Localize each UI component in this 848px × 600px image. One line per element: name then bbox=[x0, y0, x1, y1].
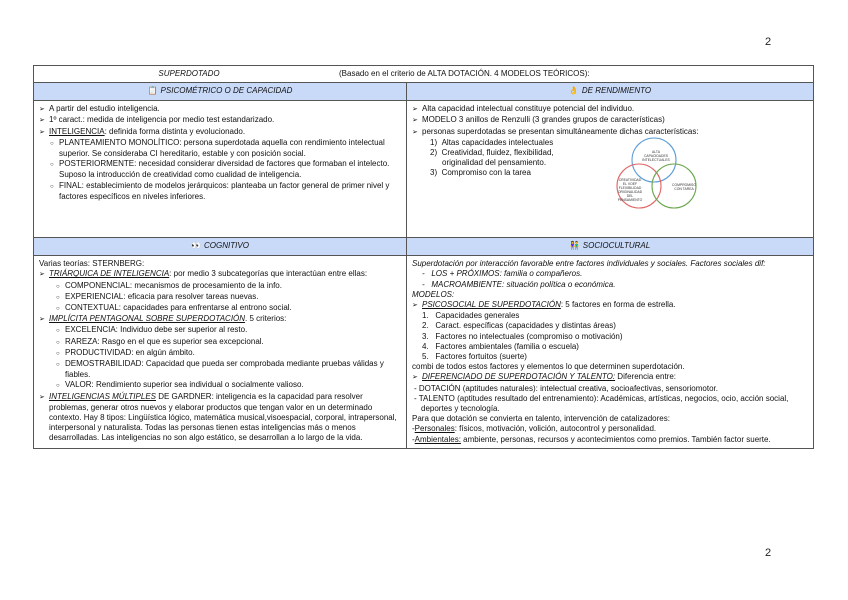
sociocultural-intro: Superdotación por interacción favorable entre factores individuales y sociales. Factores sociales dif: bbox=[412, 259, 766, 269]
list-item: 2) Creatividad, fluidez, flexibilidad, originalidad del pensamiento. bbox=[430, 148, 554, 168]
content-row-2 bbox=[34, 256, 814, 449]
venn-label-left: FLEXIBILIDAD bbox=[618, 185, 642, 190]
ok-hand-icon: 👌 bbox=[568, 86, 579, 96]
dotacion-text: - DOTACIÓN (aptitudes naturales): intelectual creativa, socioafectivas, sensoriomotor. bbox=[414, 383, 718, 393]
page-number-top: 2 bbox=[765, 36, 772, 48]
list-item: 5. Factores fortuitos (suerte) bbox=[422, 352, 527, 362]
venn-label-top: INTELECTUALES bbox=[642, 157, 670, 162]
couple-icon: 👫 bbox=[569, 241, 580, 251]
venn-label-right: CON TAREA bbox=[674, 186, 694, 191]
rendimiento-cell bbox=[407, 101, 814, 238]
superdotado-table bbox=[33, 65, 814, 449]
list-item: - MACROAMBIENTE: situación política o económica. bbox=[422, 279, 616, 289]
psicometrico-cell bbox=[34, 101, 407, 238]
list-item: ○ POSTERIORMENTE: necesidad considerar diversidad de factores que formaban el intelecto. Suposo la introducción de creatividad como cualidad de inteligencia. bbox=[39, 159, 401, 180]
list-item: 1. Capacidades generales bbox=[422, 311, 520, 321]
list-item: ○ DEMOSTRABILIDAD: Capacidad que pueda ser comprobada mediante pruebas válidas y fiables. bbox=[39, 359, 401, 380]
para-text: Para que dotación se convierta en talento, intervención de catalizadores: bbox=[412, 414, 670, 424]
sociocultural-header-label: SOCIOCULTURAL bbox=[582, 241, 651, 251]
renzulli-block bbox=[412, 138, 808, 216]
list-item: ➢ Alta capacidad intelectual constituye potencial del individuo. bbox=[412, 104, 808, 115]
cognitivo-header-label: COGNITIVO bbox=[204, 241, 249, 251]
header-row-1 bbox=[34, 83, 814, 101]
venn-label-left: CREATIVIDAD bbox=[618, 177, 642, 182]
list-item: ➢ A partir del estudio inteligencia. bbox=[39, 104, 401, 115]
clipboard-icon: 📋 bbox=[147, 86, 158, 96]
sociocultural-header bbox=[407, 238, 814, 256]
psicometrico-header bbox=[34, 83, 407, 101]
header-row-2 bbox=[34, 238, 814, 256]
title-superdotado: SUPERDOTADO bbox=[158, 69, 220, 78]
list-item: 1) Altas capacidades intelectuales bbox=[430, 137, 554, 147]
list-item: ➢ INTELIGENCIAS MÚLTIPLES DE GARDNER: inteligencia es la capacidad para resolver problemas, generar otros nuevos y elaborar productos que tengan valor en un determinado contexto. Hay 8 tipos: Lingüística lógico, matemática musical,visoespacial, corporal, intrapersonal, interpersonal y naturalista. Todas las personas tienen estas inteligencias más o menos desarrolladas. Las inteligencias no son algo estático, se desarrollan a lo largo de la vida. bbox=[39, 392, 401, 444]
rendimiento-header-label: DE RENDIMIENTO bbox=[581, 86, 652, 96]
cognitivo-intro: Varias teorías: STERNBERG: bbox=[39, 259, 145, 269]
list-item: 3) Compromiso con la tarea bbox=[430, 168, 531, 178]
list-item: 2. Caract. específicas (capacidades y distintas áreas) bbox=[422, 321, 616, 331]
list-item: ➢ TRIÁRQUICA DE INTELIGENCIA: por medio 3 subcategorías que interactúan entre ellas: bbox=[39, 269, 401, 280]
venn-label-left: ORIGINALIDAD bbox=[617, 189, 643, 194]
rendimiento-header bbox=[407, 83, 814, 101]
list-item: ➢ PSICOSOCIAL DE SUPERDOTACIÓN: 5 factores en forma de estrella. bbox=[412, 300, 808, 311]
venn-label-left: PENSAMIENTO bbox=[617, 197, 643, 202]
list-item: 3. Factores no intelectuales (compromiso o motivación) bbox=[422, 331, 623, 341]
list-item: ○ RAREZA: Rasgo en el que es superior sea excepcional. bbox=[39, 337, 401, 348]
title-row bbox=[34, 66, 814, 83]
list-item: ○ CONTEXTUAL: capacidades para enfrentarse al entrono social. bbox=[39, 303, 401, 314]
list-item: ➢ INTELIGENCIA: definida forma distinta y evolucionado. bbox=[39, 127, 401, 138]
list-item: ➢ MODELO 3 anillos de Renzulli (3 grandes grupos de características) bbox=[412, 115, 808, 126]
sociocultural-cell bbox=[407, 256, 814, 449]
page-number-bottom: 2 bbox=[765, 547, 772, 559]
psicometrico-header-label: PSICOMÉTRICO O DE CAPACIDAD bbox=[160, 86, 293, 96]
modelos-label: MODELOS: bbox=[412, 289, 455, 299]
venn-label-top: ALTA bbox=[652, 149, 660, 154]
list-item: ○ PLANTEAMIENTO MONOLÍTICO: persona superdotada aquella con rendimiento intelectual superior. Se consideraba CI hereditario, estable y con posición social. bbox=[39, 138, 401, 159]
content-row-1 bbox=[34, 101, 814, 238]
venn-label-right: COMPROMISO bbox=[672, 182, 696, 187]
renzulli-venn-diagram bbox=[596, 136, 724, 216]
list-item: 4. Factores ambientales (familia o escuela) bbox=[422, 341, 579, 351]
venn-label-top: CAPACIDADES bbox=[643, 153, 669, 158]
list-item: ➢ IMPLÍCITA PENTAGONAL SOBRE SUPERDOTACIÓN. 5 criterios: bbox=[39, 314, 401, 325]
list-item: ➢ 1º caract.: medida de inteligencia por medio test estandarizado. bbox=[39, 115, 401, 126]
list-item: ○ COMPONENCIAL: mecanismos de procesamiento de la info. bbox=[39, 281, 401, 292]
list-item: ➢ personas superdotadas se presentan simultáneamente dichas características: bbox=[412, 127, 808, 138]
list-item: - LOS + PRÓXIMOS: familia o compañeros. bbox=[422, 269, 583, 279]
eyes-icon: 👀 bbox=[191, 241, 202, 251]
table-title bbox=[34, 66, 814, 83]
cognitivo-cell bbox=[34, 256, 407, 449]
venn-label-left: EL VOEF bbox=[622, 181, 638, 186]
list-item: ○ FINAL: establecimiento de modelos jerárquicos: planteaba un factor general de primer nivel y factores específicos en niveles inferiores. bbox=[39, 181, 401, 202]
ambientales-text: -Ambientales: ambiente, personas, recursos y acontecimientos como premios. También factor suerte. bbox=[412, 434, 771, 444]
list-item: ○ PRODUCTIVIDAD: en algún ámbito. bbox=[39, 348, 401, 359]
list-item: ○ EXPERIENCIAL: eficacia para resolver tareas nuevas. bbox=[39, 292, 401, 303]
combi-text: combi de todos estos factores y elementos lo que determinen superdotación. bbox=[412, 362, 685, 372]
cognitivo-header bbox=[34, 238, 407, 256]
list-item: ○ VALOR: Rendimiento superior sea individual o socialmente valioso. bbox=[39, 380, 401, 391]
venn-label-left: DEL bbox=[626, 193, 634, 198]
list-item: ➢ DIFERENCIADO DE SUPERDOTACIÓN Y TALENTO: Diferencia entre: bbox=[412, 372, 808, 383]
personales-text: -Personales: físicos, motivación, volición, autocontrol y personalidad. bbox=[412, 424, 657, 434]
talento-text: - TALENTO (aptitudes resultado del entrenamiento): Académicas, artísticas, negocios, ocio, acción social, deportes y tecnología. bbox=[414, 393, 789, 414]
title-criterio: (Basado en el criterio de ALTA DOTACIÓN. 4 MODELOS TEÓRICOS): bbox=[339, 69, 590, 78]
list-item: ○ EXCELENCIA: Individuo debe ser superior al resto. bbox=[39, 325, 401, 336]
